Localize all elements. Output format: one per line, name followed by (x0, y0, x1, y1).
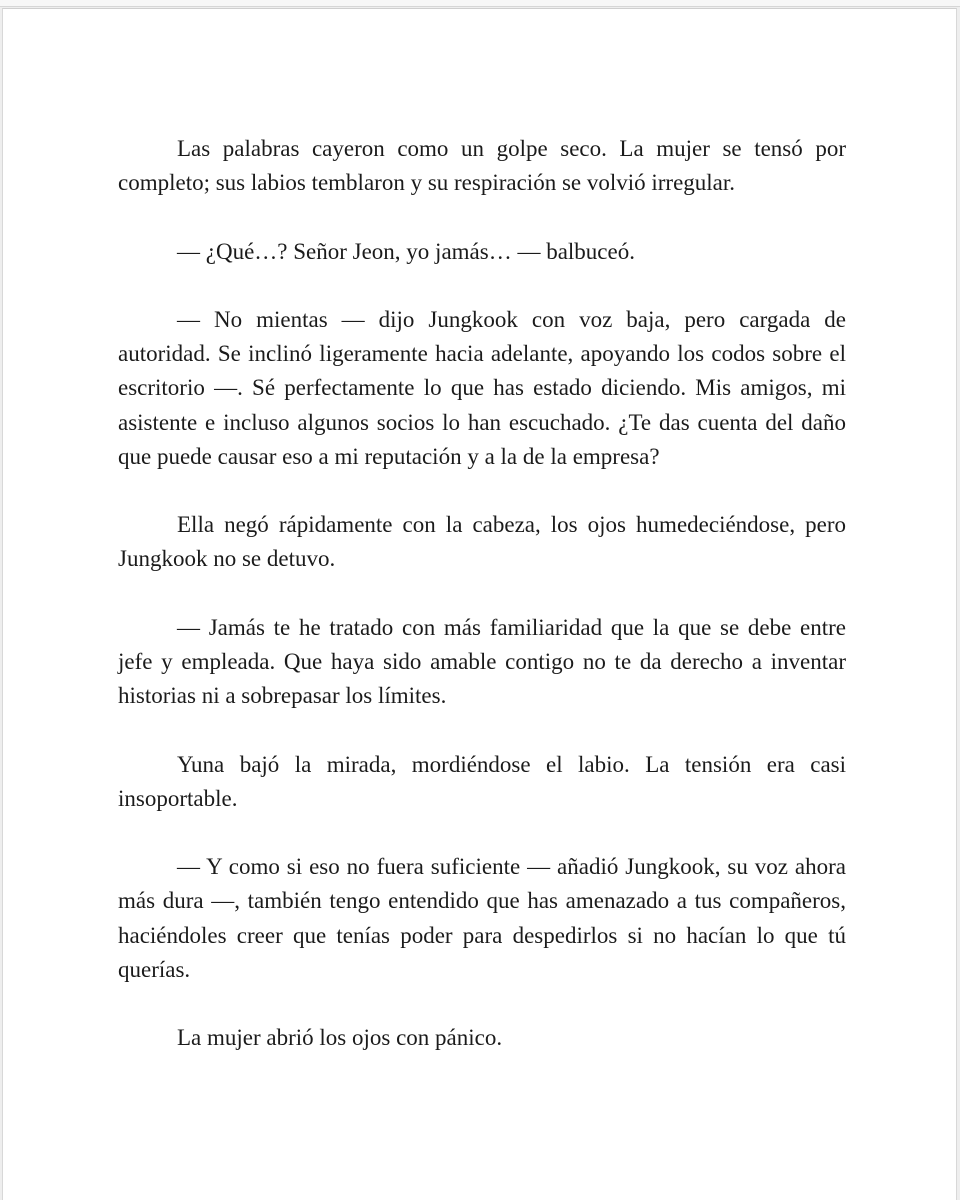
paragraph-8: La mujer abrió los ojos con pánico. (177, 1025, 503, 1051)
paragraph-1: Las palabras cayeron como un golpe seco. La mujer se tensó por completo; sus labios temblaron y su respiración se volvió irregular. (118, 136, 846, 196)
top-edge (0, 0, 960, 7)
paragraph-4: Ella negó rápidamente con la cabeza, los ojos humedeciéndose, pero Jungkook no se detuvo. (118, 512, 846, 572)
document-text (118, 132, 846, 1055)
paragraph-2: — ¿Qué…? Señor Jeon, yo jamás… — balbuceó. (177, 238, 635, 264)
paragraph-7: — Y como si eso no fuera suficiente — añadió Jungkook, su voz ahora más dura —, también tengo entendido que has amenazado a tus compañeros, haciéndoles creer que tenías poder para despedirlos si no hacían lo que tú querías. (118, 854, 846, 982)
paragraph-5: — Jamás te he tratado con más familiaridad que la que se debe entre jefe y empleada. Que haya sido amable contigo no te da derecho a inventar historias ni a sobrepasar los límites. (118, 614, 846, 709)
document-page[interactable] (2, 8, 957, 1200)
paragraph-3: — No mientas — dijo Jungkook con voz baja, pero cargada de autoridad. Se inclinó ligeramente hacia adelante, apoyando los codos sobre el escritorio —. Sé perfectamente lo que has estado diciendo. Mis amigos, mi asistente e incluso algunos socios lo han escuchado. ¿Te das cuenta del daño que puede causar eso a mi reputación y a la de la empresa? (118, 306, 846, 469)
paragraph-6: Yuna bajó la mirada, mordiéndose el labio. La tensión era casi insoportable. (118, 751, 846, 811)
